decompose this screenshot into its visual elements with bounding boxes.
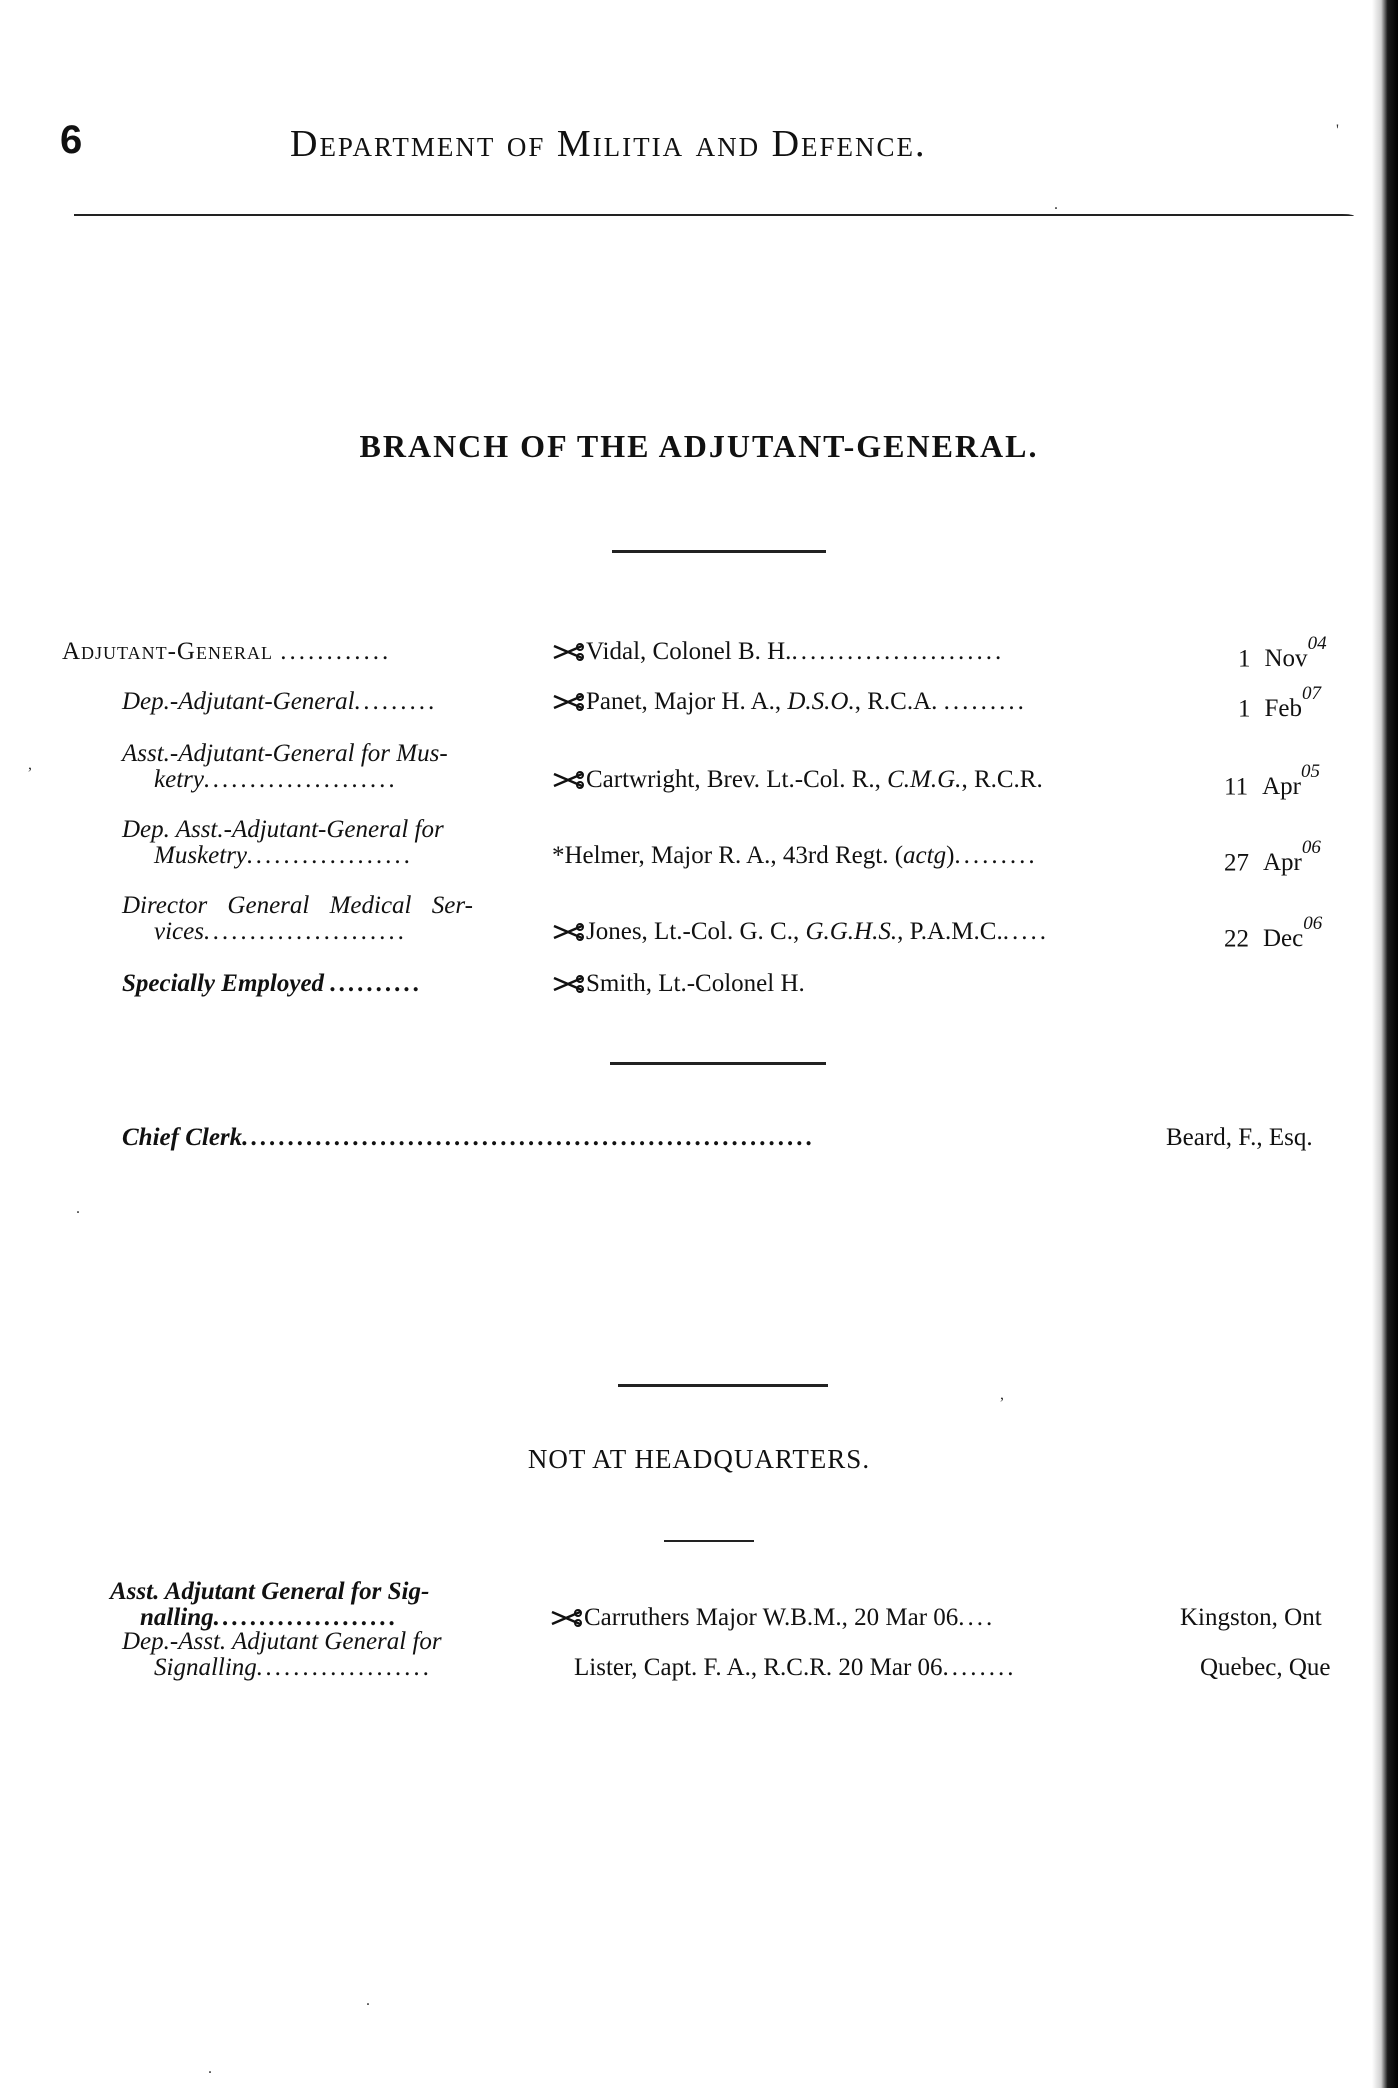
staff-label: Asst. Adjutant General for Sig- [110, 1578, 430, 1605]
staff-label: Asst.-Adjutant-General for Mus- [122, 740, 448, 767]
not-at-hq-row [0, 1628, 1398, 1688]
station-place: Quebec, Que [1200, 1654, 1331, 1681]
divider [610, 1062, 826, 1065]
scissors-icon [552, 643, 586, 661]
speck: , [1000, 1386, 1004, 1403]
scissors-icon [550, 1609, 584, 1627]
speck: , [28, 756, 32, 773]
station-place: Kingston, Ont [1180, 1604, 1322, 1631]
scissors-icon [552, 693, 586, 711]
chief-clerk-row [0, 1124, 1398, 1154]
staff-label: Dep. Asst.-Adjutant-General for [122, 816, 444, 843]
staff-name: Smith, Lt.-Colonel H. [586, 970, 805, 997]
staff-label-cont: nalling.................... [140, 1604, 399, 1631]
header-rule [74, 214, 1354, 216]
appointment-date: 27 Apr$^{06}$ [1224, 837, 1321, 877]
staff-row [0, 633, 1398, 673]
staff-entry: Carruthers Major W.B.M., 20 Mar 06.... [550, 1604, 995, 1631]
staff-entry: Cartwright, Brev. Lt.-Col. R., C.M.G., R.C.R. [552, 766, 1043, 793]
staff-row [0, 970, 1398, 1000]
staff-label: Dep.-Asst. Adjutant General for [122, 1628, 442, 1655]
staff-row [0, 740, 1398, 800]
appointment-date: 1 Feb$^{07}$ [1238, 683, 1321, 723]
speck: . [208, 2060, 212, 2077]
speck: . [366, 1992, 370, 2009]
divider [612, 550, 826, 553]
staff-label: Director General Medical Ser- [122, 892, 473, 919]
scissors-icon [552, 923, 586, 941]
scissors-icon [552, 771, 586, 789]
staff-entry [552, 970, 805, 997]
speck: . [1054, 196, 1058, 213]
divider [618, 1384, 828, 1387]
chief-clerk-name: Beard, F., Esq. [1166, 1124, 1313, 1151]
scissors-icon [552, 975, 586, 993]
staff-name: Vidal, Colonel B. H. [586, 638, 792, 665]
chief-clerk-label: Chief Clerk.............................................................. [122, 1124, 816, 1151]
speck: ' [1336, 122, 1339, 139]
staff-row [0, 892, 1398, 952]
staff-label: Adjutant-General ............ [62, 638, 392, 665]
staff-entry: Panet, Major H. A., D.S.O., R.C.A. ......... [552, 688, 1027, 715]
speck: . [76, 1200, 80, 1217]
staff-label: Dep.-Adjutant-General......... [122, 688, 438, 715]
staff-label-cont: Signalling................... [154, 1654, 433, 1681]
appointment-date: 11 Apr$^{05}$ [1224, 761, 1320, 801]
staff-label-cont: Musketry.................. [154, 842, 414, 869]
appointment-date: 1 Nov$^{04}$ [1238, 633, 1327, 673]
staff-entry: *Helmer, Major R. A., 43rd Regt. (actg)......... [552, 842, 1038, 869]
page-binding-edge [1372, 0, 1398, 2088]
staff-label: Specially Employed .......... [122, 970, 423, 997]
staff-entry: Vidal, Colonel B. H........................ [552, 638, 1004, 665]
staff-label-cont: ketry..................... [154, 766, 399, 793]
appointment-date: 22 Dec$^{06}$ [1224, 913, 1323, 953]
branch-title: BRANCH OF THE ADJUTANT-GENERAL. [359, 428, 1039, 464]
staff-row [0, 816, 1398, 876]
divider [664, 1540, 754, 1542]
staff-label-cont: vices...................... [154, 918, 408, 945]
staff-entry: Lister, Capt. F. A., R.C.R. 20 Mar 06........ [574, 1654, 1017, 1681]
page-number: 6 [60, 118, 83, 162]
running-head: Department of Militia and Defence. [290, 123, 927, 165]
not-at-hq-title: NOT AT HEADQUARTERS. [527, 1444, 871, 1474]
staff-entry: Jones, Lt.-Col. G. C., G.G.H.S., P.A.M.C...... [552, 918, 1049, 945]
staff-row [0, 683, 1398, 723]
